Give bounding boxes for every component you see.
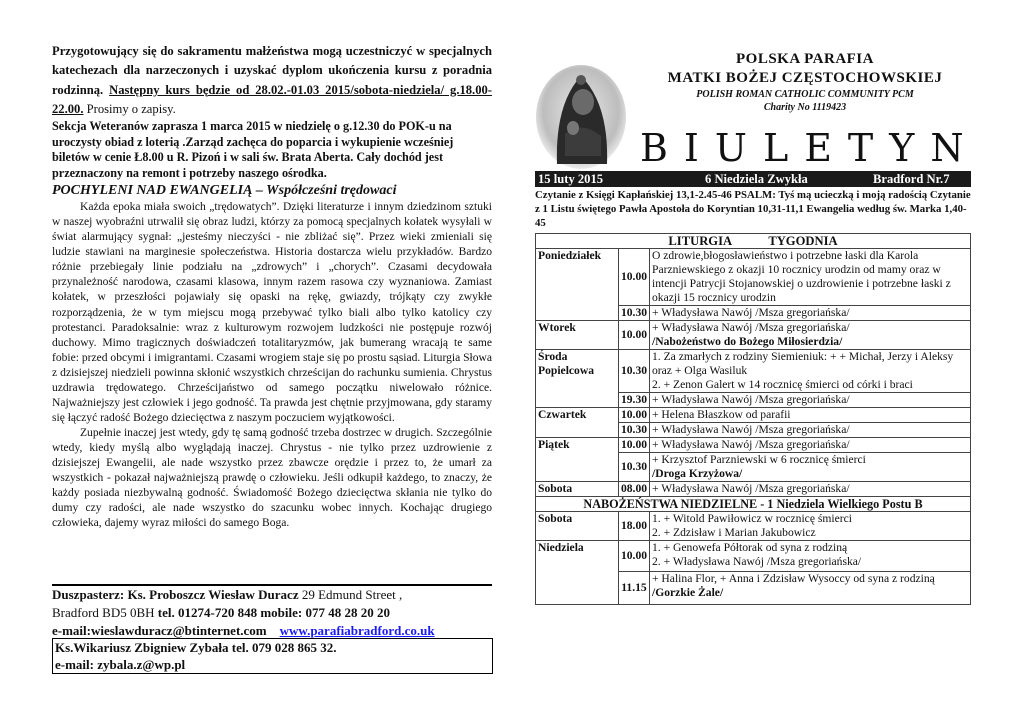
left-column: [52, 42, 492, 531]
date-bar: [535, 171, 971, 187]
hour-cell: 10.00: [619, 541, 650, 572]
article-body: [52, 200, 492, 531]
marriage-course-notice: Przygotowujący się do sakramentu małżeństwa mogą uczestniczyć w specjalnych katechezach dla narzeczonych i uzyskać dyplom ukończenia kursu z poradnia rodzinną. Następny kurs będzie od 28.02.-01.03 2015/sobota-niedziela/ g.18.00-22.00. Prosimy o zapisy.: [52, 44, 492, 116]
day-cell: Piątek: [536, 438, 619, 482]
table-row: [536, 234, 971, 249]
parish-english-name: POLISH ROMAN CATHOLIC COMMUNITY PCM: [696, 89, 914, 100]
issue-date: 15 luty 2015: [538, 172, 604, 186]
intention-cell: + Władysława Nawój /Msza gregoriańska/: [650, 482, 971, 497]
readings: Czytanie z Księgi Kapłańskiej 13,1-2.45-46 PSALM: Tyś mą ucieczką i moją radością Czytanie z 1 Listu świętego Pawła Apostoła do Koryntian 10,31-11,1 Ewangelia według św. Marka 1,40-45: [535, 189, 971, 229]
issue-number: Bradford Nr.7: [873, 172, 950, 186]
vicar-name: Ks.Wikariusz Zbigniew Zybała tel. 079 028 865 32.: [55, 640, 337, 655]
table-row: [536, 350, 971, 393]
day-cell: Poniedziałek: [536, 249, 619, 321]
intention-cell: + Władysława Nawój /Msza gregoriańska/: [650, 438, 971, 453]
hour-cell: 10.30: [619, 350, 650, 393]
intention-cell: + Władysława Nawój /Msza gregoriańska/ /Nabożeństwo do Bożego Miłosierdzia/: [650, 321, 971, 350]
hour-cell: 18.00: [619, 512, 650, 541]
address: 29 Edmund Street ,: [298, 587, 403, 602]
hour-cell: 10.30: [619, 423, 650, 438]
sunday-services-header: NABOŻEŃSTWA NIEDZIELNE - 1 Niedziela Wielkiego Postu B: [536, 497, 971, 512]
hour-cell: 10.00: [619, 321, 650, 350]
table-row: [536, 482, 971, 497]
intention-cell: + Helena Błaszkow od parafii: [650, 408, 971, 423]
parish-name-line1: POLSKA PARAFIA: [736, 51, 874, 67]
intention-cell: + Władysława Nawój /Msza gregoriańska/: [650, 306, 971, 321]
website-link[interactable]: www.parafiabradford.co.uk: [279, 623, 435, 638]
vicar-email: e-mail: zybala.z@wp.pl: [55, 657, 186, 672]
table-row: [536, 438, 971, 453]
divider: [52, 584, 492, 586]
liturgy-table: [535, 233, 971, 605]
article-paragraph: Zupełnie inaczej jest wtedy, gdy tę samą godność trzeba dostrzec w drugich. Szczególnie wtedy, kiedy myślą albo wyglądają inaczej. Chrystus - nie tylko przez uzdrowienie z dzisiejszej Ewangelii, ale nade wszystko przez zbawcze orędzie i przez to, że umarł za wszystkich - pokazał najważniejszą prawdę o człowieku. Jeśli odkupił każdego, to znaczy, że każdy posiada niezbywalną godność. Świadomość Bożego dziecięctwa skłania nie tylko do dumy czy radości, ale nade wszystko do szacunku wobec innych. Kochając drugiego człowieka, dajemy wyraz miłości do samego Boga.: [52, 426, 492, 530]
sunday-name: 6 Niedziela Zwykła: [705, 172, 808, 186]
article-title: POCHYLENI NAD EWANGELIĄ – Współcześni trędowaci: [52, 183, 397, 199]
intention-cell: + Krzysztof Parzniewski w 6 rocznicę śmierci /Droga Krzyżowa/: [650, 453, 971, 482]
table-row: [536, 321, 971, 350]
day-cell: Sobota: [536, 482, 619, 497]
hour-cell: 10.30: [619, 306, 650, 321]
parish-name-line2: MATKI BOŻEJ CZĘSTOCHOWSKIEJ: [667, 70, 943, 86]
table-row: [536, 249, 971, 306]
day-cell: Wtorek: [536, 321, 619, 350]
intention-cell: + Halina Flor, + Anna i Zdzisław Wysoccy od syna z rodziną /Gorzkie Żale/: [650, 572, 971, 605]
intention-cell: + Władysława Nawój /Msza gregoriańska/: [650, 423, 971, 438]
hour-cell: 10.30: [619, 453, 650, 482]
day-cell: Sobota: [536, 512, 619, 541]
hour-cell: 10.00: [619, 249, 650, 306]
day-cell: Środa Popielcowa: [536, 350, 619, 408]
day-cell: Niedziela: [536, 541, 619, 605]
charity-number: Charity No 1119423: [763, 102, 847, 113]
hour-cell: 10.00: [619, 408, 650, 423]
table-row: [536, 541, 971, 572]
table-row: [536, 408, 971, 423]
article-paragraph: Każda epoka miała swoich „trędowatych”. Dzięki literaturze i innym dziedzinom sztuki w naszej wyobraźni utrwalił się obraz ludzi, którzy za pomocą specjalnych kołatek wysyłali w świat alarmujący sygnał: „jesteśmy nieczyści - nie zbliżać się”. Przez wieki zmieniali się ludzie stawiani na marginesie społeczeństwa. Historia dostarcza wielu przykładów. Bardzo różnie przebiegały linie podziału na „zdrowych” i „chorych”. Czasami decydowała przynależność narodowa, czasami klasowa, innym razem rasowa czy wyznaniowa. Zamiast kołatek, w przeszłości pojawiały się opaski na rękę, gwiazdy, trójkąty czy zwykłe rozporządzenia, że w tym miejscu mogą przebywać tylko biali albo tylko katolicy czy protestanci. Paradoksalnie: wraz z kulturowym rozwojem ludzkości nie postępuje rozwój duchowy. Mimo tragicznych doświadczeń totalitaryzmów, jak bumerang wracają te same fobie: przed obcymi i imigrantami. Czasami wrogiem staje się po prostu sąsiad. Liturgia Słowa z dzisiejszej niedzieli powinna skłonić wszystkich chrześcijan do rachunku sumienia. Chrystus uzdrawia trędowatego. Chrześcijaństwo od samego początku niwelowało różnice. Najważniejszy jest człowiek i jego godność. Ta prawda jest chętnie przyjmowana, gdy staramy się łączyć radość Bożego dziecięctwa z naszym poczuciem wyjątkowości.: [52, 201, 492, 424]
veterans-notice: Sekcja Weteranów zaprasza 1 marca 2015 w niedzielę o g.12.30 do POK-u na uroczysty obiad z loterią .Zarząd zachęca do poparcia i wykupienie wcześniej biletów w cenie Ł8.00 u R. Pizoń i w sali św. Brata Aberta. Cały dochód jest przeznaczony na remont i potrzeby naszego ośrodka.: [52, 119, 454, 180]
phone: tel. 01274-720 848 mobile: 077 48 28 20 20: [157, 605, 390, 620]
liturgy-header: LITURGIA TYGODNIA: [536, 234, 971, 249]
intention-cell: + Władysława Nawój /Msza gregoriańska/: [650, 393, 971, 408]
hour-cell: 11.15: [619, 572, 650, 605]
email: e-mail:wieslawduracz@btinternet.com: [52, 623, 267, 638]
intention-cell: O zdrowie,błogosławieństwo i potrzebne łaski dla Karola Parzniewskiego z okazji 10 rocznicy urodzin od mamy oraz w intencji Patrycji Stojanowskiej o uzdrowienie i potrzebne łaski z okazji 15 rocznicy urodzin: [650, 249, 971, 306]
contact-footer: [52, 586, 492, 640]
intention-cell: 1. + Witold Pawiłowicz w rocznicę śmierci 2. + Zdzisław i Marian Jakubowicz: [650, 512, 971, 541]
parish-header: [640, 50, 970, 114]
hour-cell: 19.30: [619, 393, 650, 408]
hour-cell: 10.00: [619, 438, 650, 453]
madonna-icon: [535, 64, 627, 170]
table-row: [536, 497, 971, 512]
vicar-box: [52, 638, 493, 674]
city: Bradford BD5 0BH: [52, 605, 158, 620]
bulletin-title: BIULETYN: [640, 126, 980, 170]
day-cell: Czwartek: [536, 408, 619, 438]
intention-cell: 1. + Genowefa Półtorak od syna z rodziną 2. + Władysława Nawój /Msza gregoriańska/: [650, 541, 971, 572]
pastor-name: Duszpasterz: Ks. Proboszcz Wiesław Duracz: [52, 587, 299, 602]
hour-cell: 08.00: [619, 482, 650, 497]
intention-cell: 1. Za zmarłych z rodziny Siemieniuk: + + Michał, Jerzy i Aleksy oraz + Olga Wasiluk 2. + Zenon Galert w 14 rocznicę śmierci od córki i braci: [650, 350, 971, 393]
table-row: [536, 512, 971, 541]
